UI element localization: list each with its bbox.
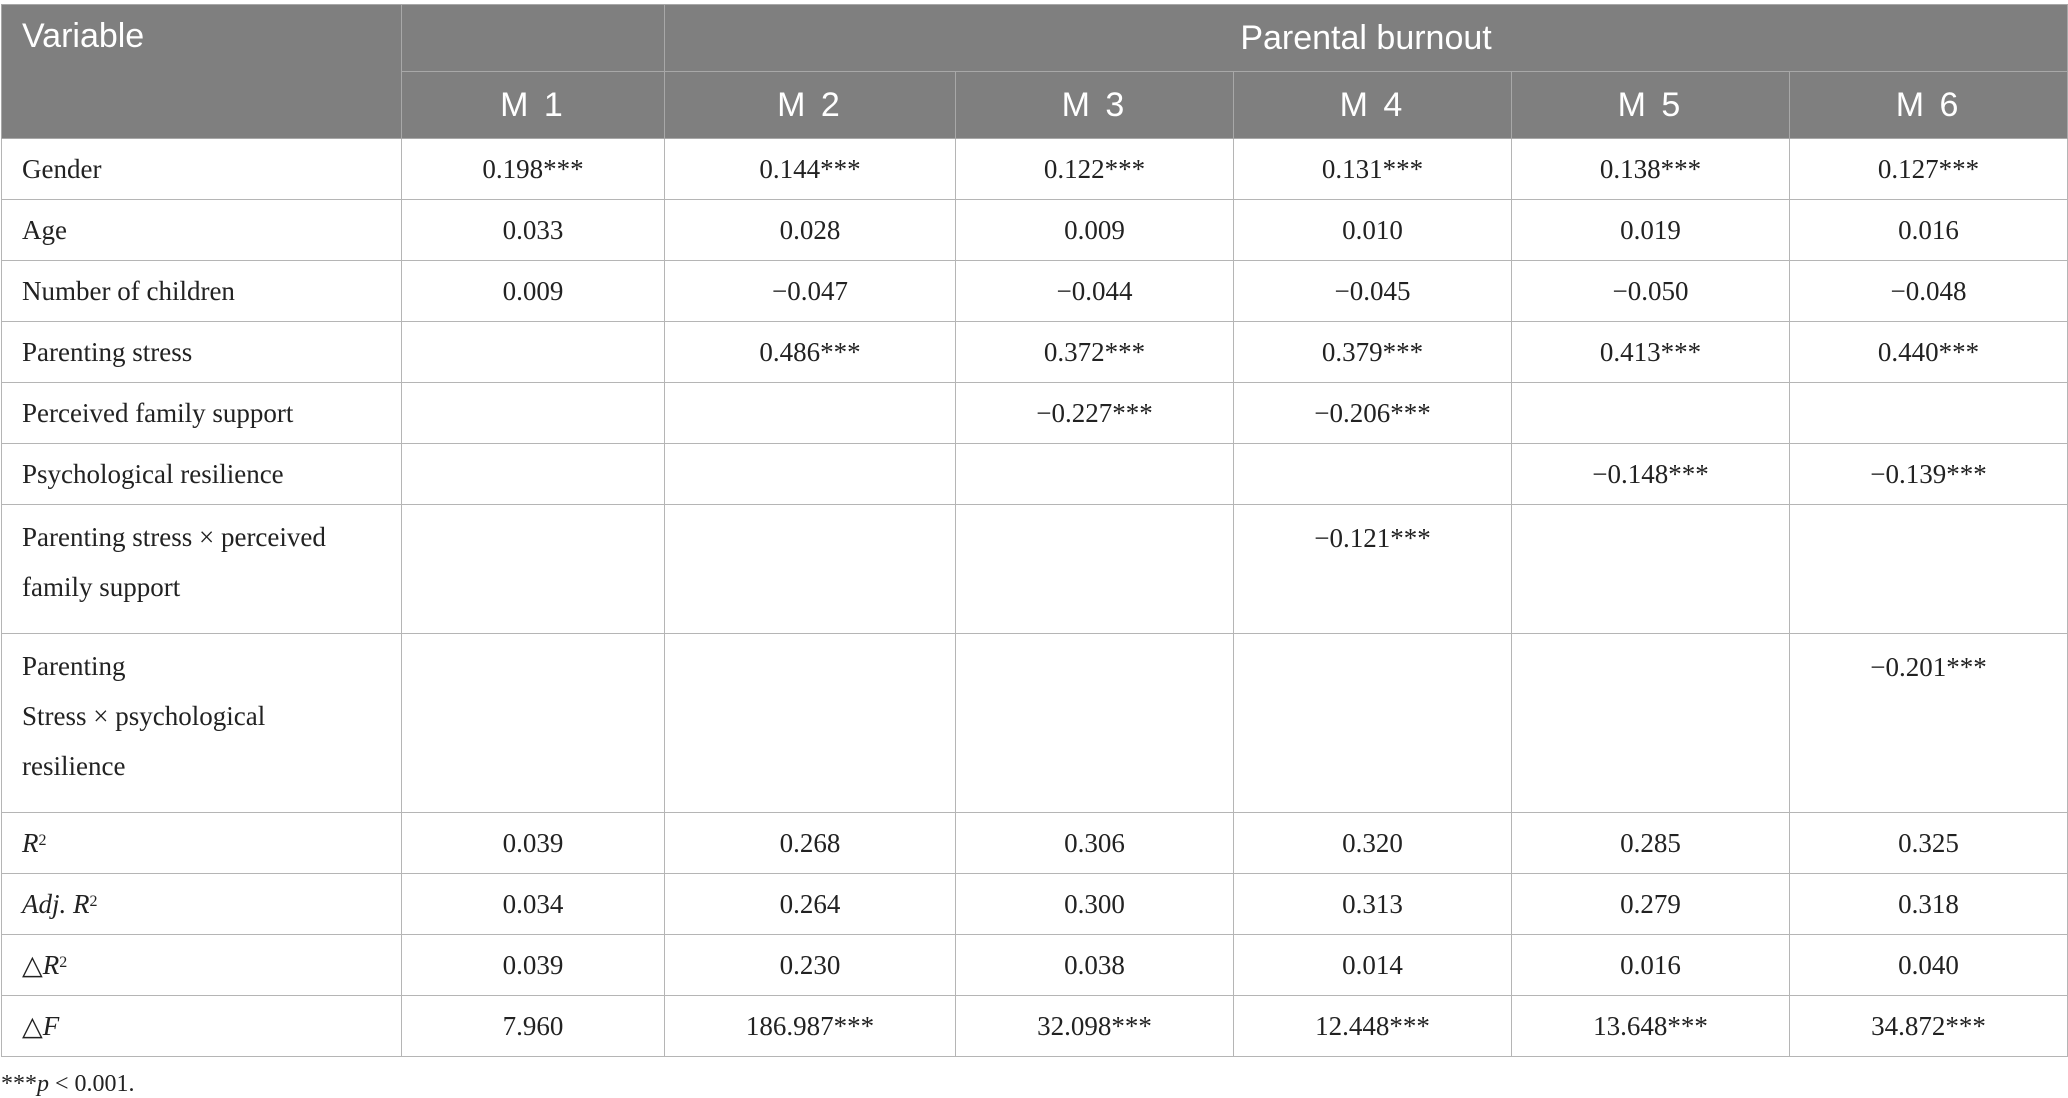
row-label-line: Stress × psychological	[22, 701, 266, 731]
statistic-symbol: F	[42, 1011, 60, 1041]
cell-m1	[402, 322, 665, 383]
cell-m6: 0.127***	[1790, 139, 2068, 200]
cell-m3	[956, 444, 1234, 505]
cell-m3: 0.009	[956, 200, 1234, 261]
cell-m2: 0.230	[665, 935, 956, 996]
row-label: Age	[2, 200, 402, 261]
cell-m1: 0.039	[402, 813, 665, 874]
regression-table-container	[0, 4, 2068, 1098]
cell-m4: 0.379***	[1234, 322, 1512, 383]
cell-m2: 0.264	[665, 874, 956, 935]
cell-m1	[402, 383, 665, 444]
model-header-m3: M 3	[956, 72, 1234, 139]
table-row	[2, 996, 2068, 1057]
cell-m6: 0.318	[1790, 874, 2068, 935]
row-label-line: Parenting stress × perceived	[22, 522, 326, 552]
row-label	[2, 874, 402, 935]
model-header-m4: M 4	[1234, 72, 1512, 139]
cell-m2: 0.486***	[665, 322, 956, 383]
empty-header-cell	[402, 5, 665, 72]
cell-m2: −0.047	[665, 261, 956, 322]
table-body	[2, 139, 2068, 1057]
model-header-m5: M 5	[1512, 72, 1790, 139]
row-label	[2, 813, 402, 874]
cell-m5: −0.050	[1512, 261, 1790, 322]
row-label-line: Parenting	[22, 651, 126, 681]
row-label-line: resilience	[22, 751, 126, 781]
row-label: Gender	[2, 139, 402, 200]
cell-m6: −0.048	[1790, 261, 2068, 322]
cell-m2: 0.028	[665, 200, 956, 261]
cell-m1: 0.033	[402, 200, 665, 261]
superscript: 2	[59, 954, 68, 971]
model-header-m1: M 1	[402, 72, 665, 139]
row-label: Parenting stress	[2, 322, 402, 383]
variable-column-header: Variable	[2, 5, 402, 139]
table-row	[2, 634, 2068, 813]
parental-burnout-header: Parental burnout	[665, 5, 2068, 72]
cell-m1: 0.034	[402, 874, 665, 935]
cell-m1: 0.039	[402, 935, 665, 996]
cell-m4	[1234, 634, 1512, 813]
cell-m3: 0.372***	[956, 322, 1234, 383]
cell-m4: 0.010	[1234, 200, 1512, 261]
row-label-line: family support	[22, 572, 181, 602]
cell-m5: 0.138***	[1512, 139, 1790, 200]
cell-m1	[402, 444, 665, 505]
cell-m3: 0.038	[956, 935, 1234, 996]
statistic-symbol: Adj. R	[22, 889, 90, 919]
cell-m2	[665, 634, 956, 813]
cell-m5: 0.285	[1512, 813, 1790, 874]
statistic-symbol: R	[42, 950, 60, 980]
table-row	[2, 935, 2068, 996]
table-row	[2, 813, 2068, 874]
regression-table	[1, 4, 2068, 1057]
table-row	[2, 261, 2068, 322]
row-label: Number of children	[2, 261, 402, 322]
cell-m3	[956, 634, 1234, 813]
cell-m3: −0.044	[956, 261, 1234, 322]
cell-m2: 186.987***	[665, 996, 956, 1057]
cell-m5: 13.648***	[1512, 996, 1790, 1057]
table-row	[2, 322, 2068, 383]
cell-m3: −0.227***	[956, 383, 1234, 444]
cell-m1: 0.009	[402, 261, 665, 322]
header-row-top	[2, 5, 2068, 72]
significance-footnote	[1, 1071, 2068, 1098]
cell-m6: 0.325	[1790, 813, 2068, 874]
statistic-symbol: R	[22, 828, 39, 858]
delta-symbol: △	[22, 1011, 43, 1041]
row-label	[2, 996, 402, 1057]
cell-m6	[1790, 383, 2068, 444]
model-header-m2: M 2	[665, 72, 956, 139]
footnote-p: p	[37, 1071, 49, 1097]
cell-m3	[956, 505, 1234, 634]
row-label	[2, 634, 402, 813]
row-label: Perceived family support	[2, 383, 402, 444]
cell-m6: 0.016	[1790, 200, 2068, 261]
cell-m5	[1512, 383, 1790, 444]
cell-m3: 0.300	[956, 874, 1234, 935]
cell-m5: 0.016	[1512, 935, 1790, 996]
cell-m4: 0.313	[1234, 874, 1512, 935]
table-row	[2, 200, 2068, 261]
row-label	[2, 505, 402, 634]
row-label	[2, 935, 402, 996]
superscript: 2	[38, 832, 47, 849]
footnote-threshold: < 0.001.	[49, 1071, 135, 1097]
superscript: 2	[89, 893, 98, 910]
table-row	[2, 505, 2068, 634]
cell-m6: 34.872***	[1790, 996, 2068, 1057]
cell-m4: 12.448***	[1234, 996, 1512, 1057]
cell-m6: −0.139***	[1790, 444, 2068, 505]
cell-m6: 0.440***	[1790, 322, 2068, 383]
row-label: Psychological resilience	[2, 444, 402, 505]
cell-m4: 0.014	[1234, 935, 1512, 996]
table-row	[2, 139, 2068, 200]
cell-m1: 7.960	[402, 996, 665, 1057]
cell-m4	[1234, 444, 1512, 505]
delta-symbol: △	[22, 950, 43, 980]
cell-m2	[665, 444, 956, 505]
cell-m2	[665, 505, 956, 634]
cell-m6	[1790, 505, 2068, 634]
cell-m2: 0.268	[665, 813, 956, 874]
cell-m4: −0.045	[1234, 261, 1512, 322]
table-header	[2, 5, 2068, 139]
cell-m4: 0.320	[1234, 813, 1512, 874]
cell-m1: 0.198***	[402, 139, 665, 200]
cell-m3: 32.098***	[956, 996, 1234, 1057]
cell-m5: 0.019	[1512, 200, 1790, 261]
cell-m6: 0.040	[1790, 935, 2068, 996]
cell-m3: 0.122***	[956, 139, 1234, 200]
cell-m1	[402, 505, 665, 634]
cell-m6: −0.201***	[1790, 634, 2068, 813]
footnote-stars: ***	[1, 1071, 37, 1097]
table-row	[2, 874, 2068, 935]
cell-m4: 0.131***	[1234, 139, 1512, 200]
cell-m5: −0.148***	[1512, 444, 1790, 505]
cell-m5	[1512, 634, 1790, 813]
cell-m2: 0.144***	[665, 139, 956, 200]
cell-m4: −0.121***	[1234, 505, 1512, 634]
cell-m3: 0.306	[956, 813, 1234, 874]
cell-m1	[402, 634, 665, 813]
table-row	[2, 444, 2068, 505]
cell-m5	[1512, 505, 1790, 634]
model-header-m6: M 6	[1790, 72, 2068, 139]
cell-m4: −0.206***	[1234, 383, 1512, 444]
cell-m5: 0.413***	[1512, 322, 1790, 383]
cell-m2	[665, 383, 956, 444]
table-row	[2, 383, 2068, 444]
cell-m5: 0.279	[1512, 874, 1790, 935]
